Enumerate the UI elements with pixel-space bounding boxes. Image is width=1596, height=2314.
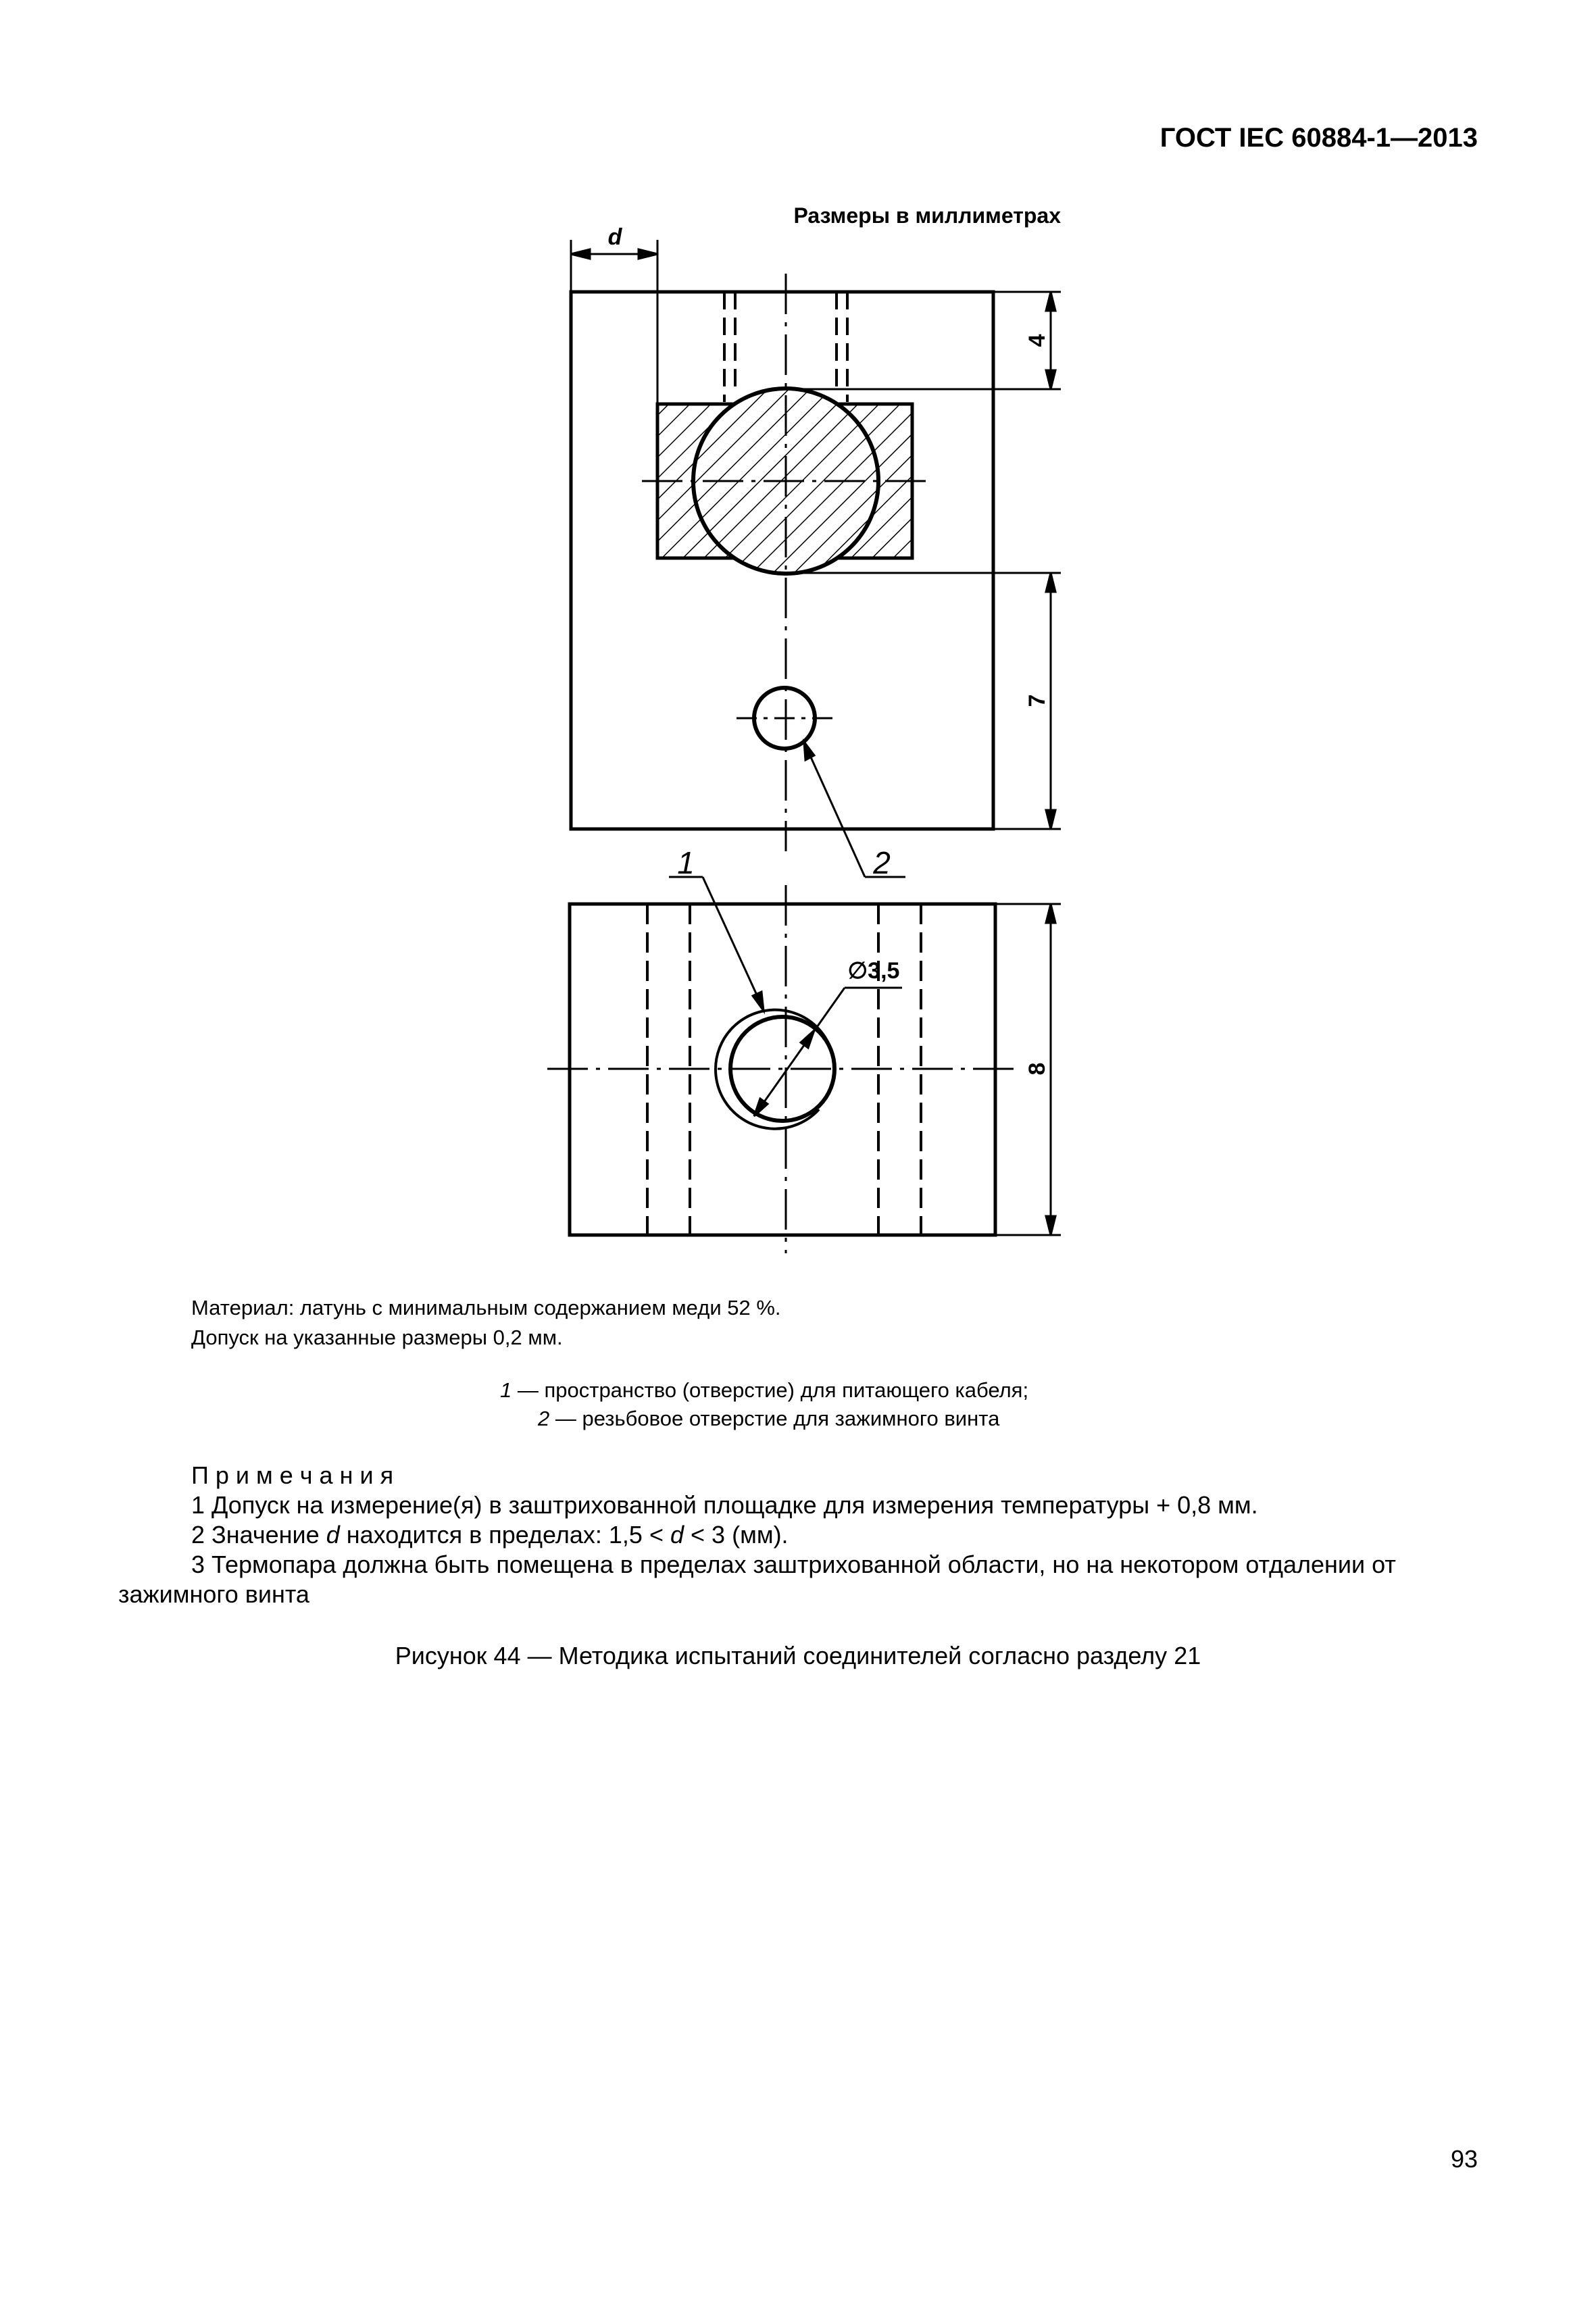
note-2-d: d (326, 1521, 340, 1549)
material-line-1: Материал: латунь с минимальным содержанием меди 52 %. (191, 1296, 781, 1319)
dim-8-label: 8 (1024, 1062, 1050, 1076)
material-line-2: Допуск на указанные размеры 0,2 мм. (191, 1326, 563, 1349)
note-2 (191, 1521, 789, 1549)
note-3-continued: зажимного винта (118, 1580, 309, 1608)
note-2-part-c: < 3 (мм). (691, 1521, 789, 1549)
side-view (547, 885, 1017, 1253)
legend-item-1 (500, 1378, 1028, 1403)
callout-2: 2 (873, 845, 891, 880)
page-number: 93 (1450, 2145, 1478, 2173)
standard-code: ГОСТ IEC 60884-1—2013 (1159, 123, 1478, 153)
legend-num-1: 1 (500, 1378, 512, 1402)
legend-text-2: — резьбовое отверстие для зажимного винта (549, 1407, 1000, 1430)
top-view (571, 274, 993, 851)
figure-caption: Рисунок 44 — Методика испытаний соединителей согласно разделу 21 (395, 1642, 1201, 1669)
dim-d (571, 240, 657, 404)
diameter-label: ∅3,5 (847, 958, 900, 984)
legend-num-2: 2 (538, 1407, 550, 1430)
dim-d-label: d (607, 224, 622, 250)
dim-7-label: 7 (1024, 694, 1050, 707)
callout-1: 1 (677, 845, 695, 880)
callout-1-leader (669, 877, 764, 1011)
note-2-d-2: d (670, 1521, 684, 1549)
legend-text-1: — пространство (отверстие) для питающего кабеля; (512, 1378, 1029, 1402)
dim-4 (786, 292, 1061, 389)
dim-4-label: 4 (1024, 334, 1050, 347)
note-1: 1 Допуск на измерение(я) в заштрихованной площадке для измерения температуры + 0,8 мм. (191, 1491, 1258, 1519)
note-2-part-b: находится в пределах: 1,5 < (346, 1521, 664, 1549)
notes-heading: П р и м е ч а н и я (191, 1461, 394, 1489)
note-2-part-a: 2 Значение (191, 1521, 320, 1549)
legend-item-2 (538, 1407, 999, 1431)
note-3: 3 Термопара должна быть помещена в пределах заштрихованной области, но на некотором отдалении от (191, 1551, 1396, 1578)
dim-7 (786, 573, 1061, 829)
units-note: Размеры в миллиметрах (793, 203, 1061, 228)
